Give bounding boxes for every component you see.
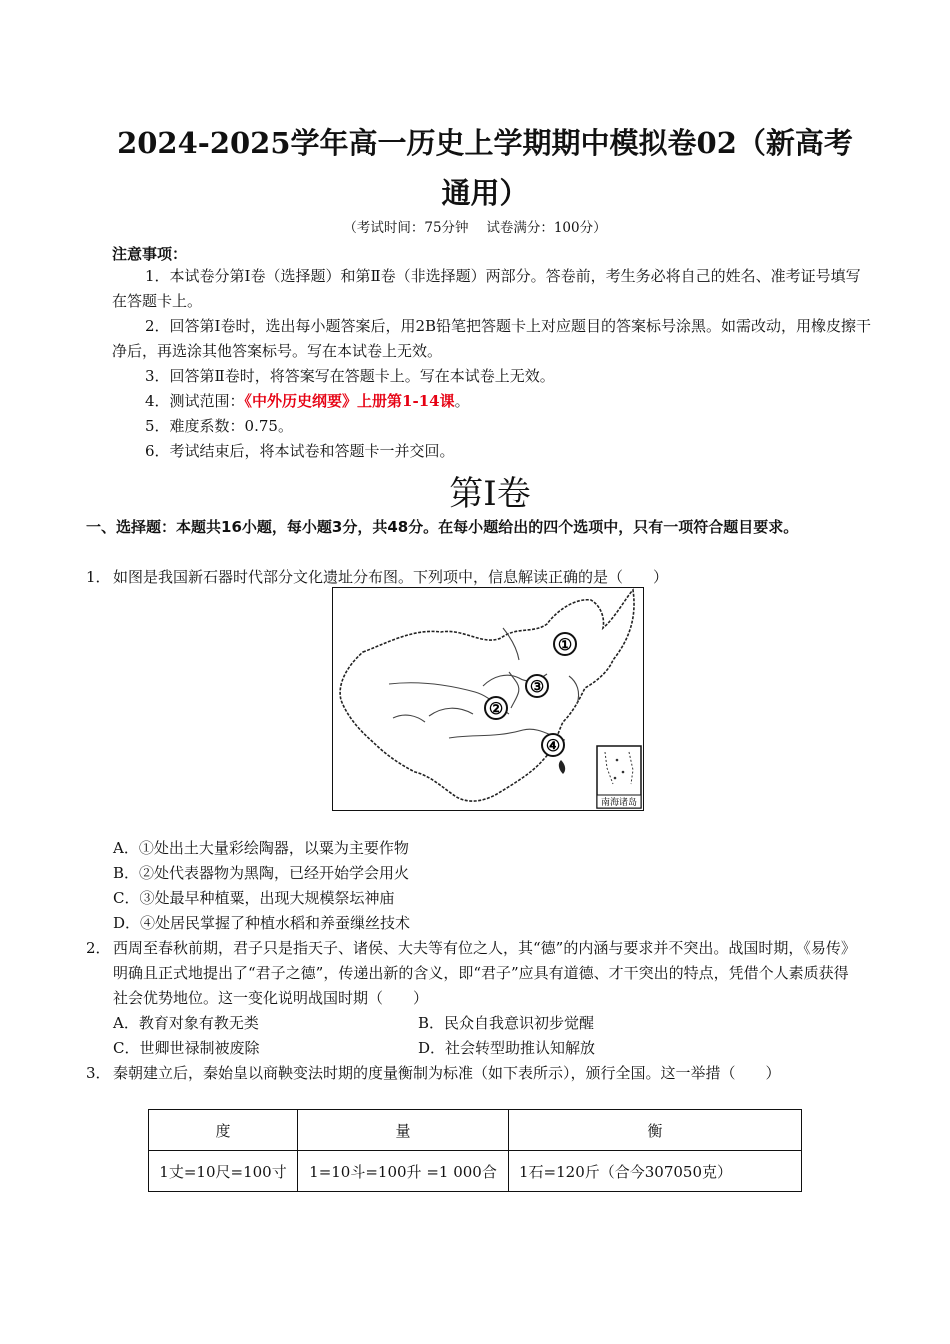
question-2 (86, 936, 858, 1011)
q2-option-b[interactable]: B．民众自我意识初步觉醒 (418, 1014, 595, 1032)
question-stem: 秦朝建立后，秦始皇以商鞅变法时期的度量衡制为标准（如下表所示），颁行全国。这一举措（ ） (113, 1064, 781, 1082)
question-number: 2． (86, 939, 111, 957)
table-header-cell: 度 (149, 1110, 298, 1151)
table-header-cell: 衡 (509, 1110, 802, 1151)
table-cell: 1石=120斤（合今307050克） (509, 1151, 802, 1192)
notice-item: 6．考试结束后，将本试卷和答题卡一并交回。 (145, 442, 455, 460)
notice-item: 2．回答第Ⅰ卷时，选出每小题答案后，用2B铅笔把答题卡上对应题目的答案标号涂黑。如需改动，用橡皮擦干净后，再选涂其他答案标号。写在本试卷上无效。 (112, 317, 872, 360)
exam-title: 2024-2025学年高一历史上学期期中模拟卷02（新高考通用） (117, 126, 853, 210)
notice-item: 5．难度系数：0.75。 (145, 417, 293, 435)
notice-list (112, 264, 872, 464)
notice-item: 1．本试卷分第Ⅰ卷（选择题）和第Ⅱ卷（非选择题）两部分。答卷前，考生务必将自己的姓名、准考证号填写在答题卡上。 (112, 267, 861, 310)
question-stem: 西周至春秋前期，君子只是指天子、诸侯、大夫等有位之人，其“德”的内涵与要求并不突出。战国时期，《易传》明确且正式地提出了“君子之德”，传递出新的含义，即“君子”应具有道德、才干突出的特点，凭借个人素质获得社会优势地位。这一变化说明战国时期（ ） (113, 939, 856, 1007)
exam-subtitle: （考试时间：75分钟 试卷满分：100分） (343, 220, 607, 236)
q1-option-a[interactable]: A．①处出土大量彩绘陶器，以粟为主要作物 (113, 839, 409, 857)
question-stem: 如图是我国新石器时代部分文化遗址分布图。下列项中，信息解读正确的是（ ） (113, 568, 669, 586)
question-number: 1． (86, 568, 111, 586)
table-row (149, 1151, 802, 1192)
neolithic-sites-map (332, 587, 644, 811)
q1-option-b[interactable]: B．②处代表器物为黑陶，已经开始学会用火 (113, 864, 410, 882)
section-heading: 一、选择题：本题共16小题，每小题3分，共48分。在每小题给出的四个选项中，只有一项符合题目要求。 (86, 518, 799, 536)
site-marker-3-label: ③ (529, 677, 545, 696)
question-3 (86, 1061, 858, 1086)
part-title: 第Ⅰ卷 (449, 474, 531, 514)
table-cell: 1丈=10尺=100寸 (149, 1151, 298, 1192)
q2-option-d[interactable]: D．社会转型助推认知解放 (418, 1039, 596, 1057)
q2-option-a[interactable]: A．教育对象有教无类 (113, 1014, 259, 1032)
q1-option-d[interactable]: D．④处居民掌握了种植水稻和养蚕缫丝技术 (113, 914, 411, 932)
q2-option-c[interactable]: C．世卿世禄制被废除 (113, 1039, 260, 1057)
notice-heading: 注意事项： (112, 245, 188, 263)
question-number: 3． (86, 1064, 111, 1082)
measurement-table (148, 1109, 802, 1192)
site-marker-4-label: ④ (545, 736, 561, 755)
table-header-cell: 量 (298, 1110, 509, 1151)
q1-option-c[interactable]: C．③处最早种植粟，出现大规模祭坛神庙 (113, 889, 395, 907)
site-marker-1-label: ① (557, 635, 573, 654)
site-marker-2-label: ② (488, 699, 504, 718)
china-outline-map (333, 588, 642, 809)
table-header-row (149, 1110, 802, 1151)
notice-item-4-prefix: 4．测试范围： (145, 392, 245, 410)
notice-item: 3．回答第Ⅱ卷时，将答案写在答题卡上。写在本试卷上无效。 (145, 367, 555, 385)
south-sea-label: 南海诸岛 (600, 798, 638, 808)
table-cell: 1=10斗=100升 =1 000合 (298, 1151, 509, 1192)
notice-item (112, 389, 872, 414)
south-sea-inset (597, 746, 641, 808)
notice-item-4-suffix: 。 (454, 392, 470, 410)
test-scope-highlight: 《中外历史纲要》上册第1-14课 (244, 392, 455, 410)
